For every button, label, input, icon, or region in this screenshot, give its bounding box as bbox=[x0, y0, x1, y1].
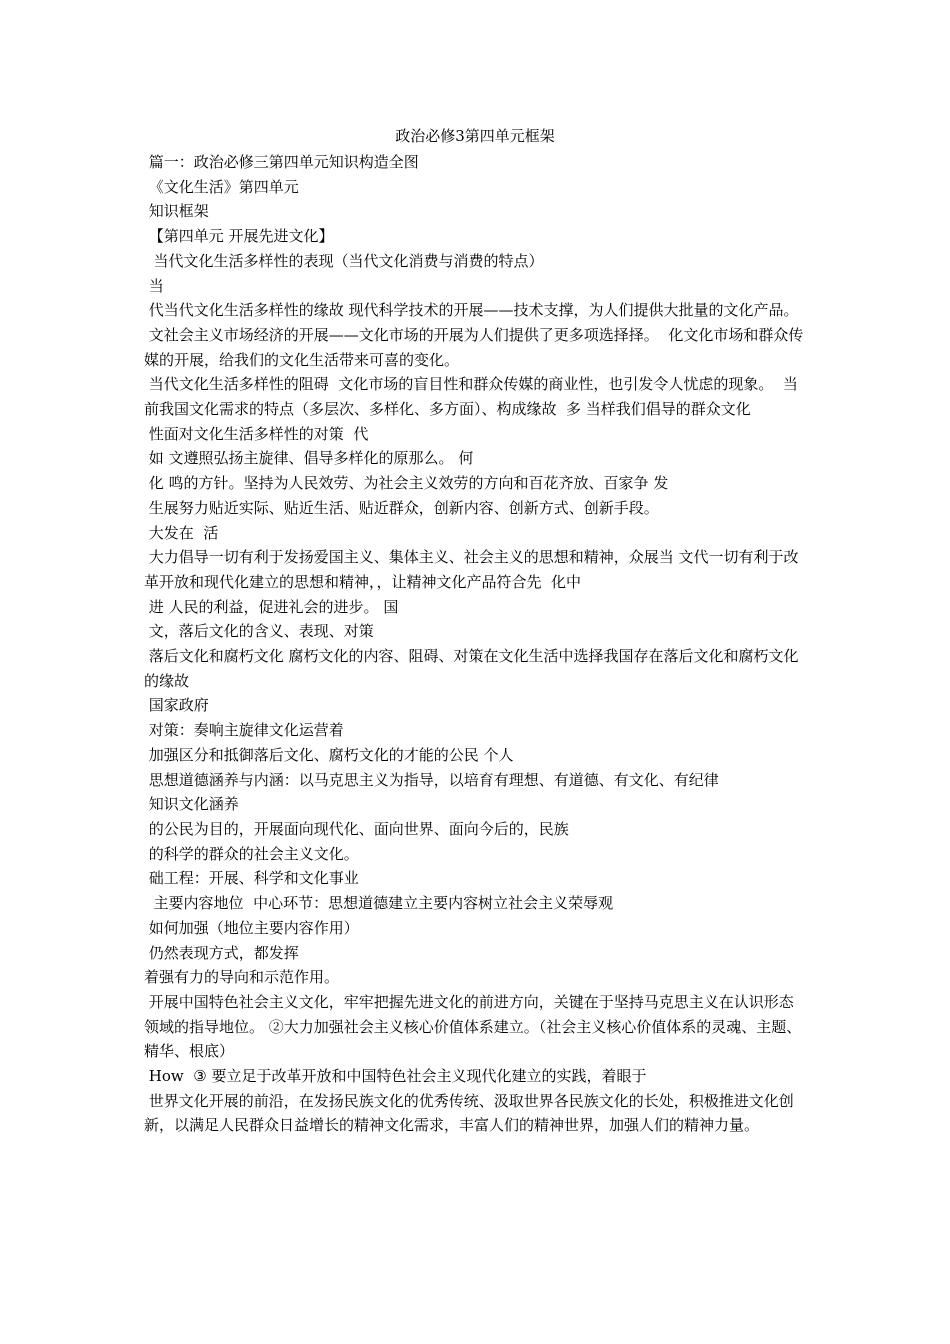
text-line: 对策：奏响主旋律文化运营着 bbox=[144, 721, 344, 740]
text-line: 仍然表现方式，都发挥 bbox=[144, 943, 299, 962]
text-line: 落后文化和腐朽文化 腐朽文化的内容、阻碍、对策在文化生活中选择我国存在落后文化和腐朽文化的缘故 bbox=[144, 647, 799, 690]
text-line: 主要内容地位 中心环节：思想道德建立主要内容树立社会主义荣辱观 bbox=[144, 894, 614, 913]
text-line: 的公民为目的，开展面向现代化、面向世界、面向今后的，民族 bbox=[144, 819, 569, 838]
text-line: 加强区分和抵御落后文化、腐朽文化的才能的公民 个人 bbox=[144, 745, 514, 764]
document-body bbox=[144, 150, 808, 1138]
text-line: How ③ 要立足于改革开放和中国特色社会主义现代化建立的实践，着眼于 bbox=[144, 1067, 647, 1086]
text-line: 础工程：开展、科学和文化事业 bbox=[144, 869, 359, 888]
text-line: 当代文化生活多样性的阻碍 文化市场的盲目性和群众传媒的商业性，也引发令人忧虑的现象。 当前我国文化需求的特点（多层次、多样化、多方面）、构成缘故 多 当样我们倡导的群众文化 bbox=[144, 375, 798, 419]
text-line: 《文化生活》第四单元 bbox=[144, 177, 299, 196]
text-line: 文，落后文化的含义、表现、对策 bbox=[144, 622, 374, 641]
text-line: 性面对文化生活多样性的对策 代 bbox=[144, 424, 369, 443]
text-line: 篇一：政治必修三第四单元知识构造全图 bbox=[144, 153, 419, 171]
text-line: 着强有力的导向和示范作用。 bbox=[144, 968, 340, 987]
text-line: 如何加强（地位主要内容作用） bbox=[144, 918, 359, 937]
text-line: 开展中国特色社会主义文化，牢牢把握先进文化的前进方向，关键在于坚持马克思主义在认识形态领域的指导地位。 ②大力加强社会主义核心价值体系建立。（社会主义核心价值体系的灵魂、主题、精华、根底） bbox=[144, 992, 802, 1061]
text-line: 知识文化涵养 bbox=[144, 795, 239, 814]
text-line: 进 人民的利益，促进礼会的进步。 国 bbox=[144, 597, 399, 616]
text-line: 世界文化开展的前沿，在发扬民族文化的优秀传统、汲取世界各民族文化的长处，积极推进文化创新，以满足人民群众日益增长的精神文化需求，丰富人们的精神世界，加强人们的精神力量。 bbox=[144, 1091, 794, 1135]
text-line: 当 bbox=[144, 276, 164, 295]
text-line: 国家政府 bbox=[144, 696, 209, 715]
text-line: 如 文遵照弘扬主旋律、倡导多样化的原那么。 何 bbox=[144, 449, 474, 468]
text-line: 代当代文化生活多样性的缘故 现代科学技术的开展——技术支撑，为人们提供大批量的文化产品。 bbox=[144, 301, 799, 320]
text-line: 【第四单元 开展先进文化】 bbox=[144, 227, 334, 246]
text-line: 当代文化生活多样性的表现（当代文化消费与消费的特点） bbox=[144, 251, 544, 270]
text-line: 大力倡导一切有利于发扬爱国主义、集体主义、社会主义的思想和精神，众展当 文代一切有利于改革开放和现代化建立的思想和精神，，让精神文化产品符合先 化中 bbox=[144, 548, 799, 591]
text-line: 的科学的群众的社会主义文化。 bbox=[144, 844, 359, 863]
text-line: 文社会主义市场经济的开展——文化市场的开展为人们提供了更多项选择择。 化文化市场和群众传媒的开展，给我们的文化生活带来可喜的变化。 bbox=[144, 325, 804, 369]
text-line: 化 鸣的方针。坚持为人民效劳、为社会主义效劳的方向和百花齐放、百家争 发 bbox=[144, 474, 669, 493]
text-line: 生展努力贴近实际、贴近生活、贴近群众，创新内容、创新方式、创新手段。 bbox=[144, 498, 659, 517]
text-line: 知识框架 bbox=[144, 202, 209, 221]
text-line: 思想道德涵养与内涵：以马克思主义为指导，以培育有理想、有道德、有文化、有纪律 bbox=[144, 770, 719, 789]
document-title: 政治必修3第四单元框架 bbox=[395, 127, 555, 145]
text-line: 大发在 活 bbox=[144, 523, 219, 542]
